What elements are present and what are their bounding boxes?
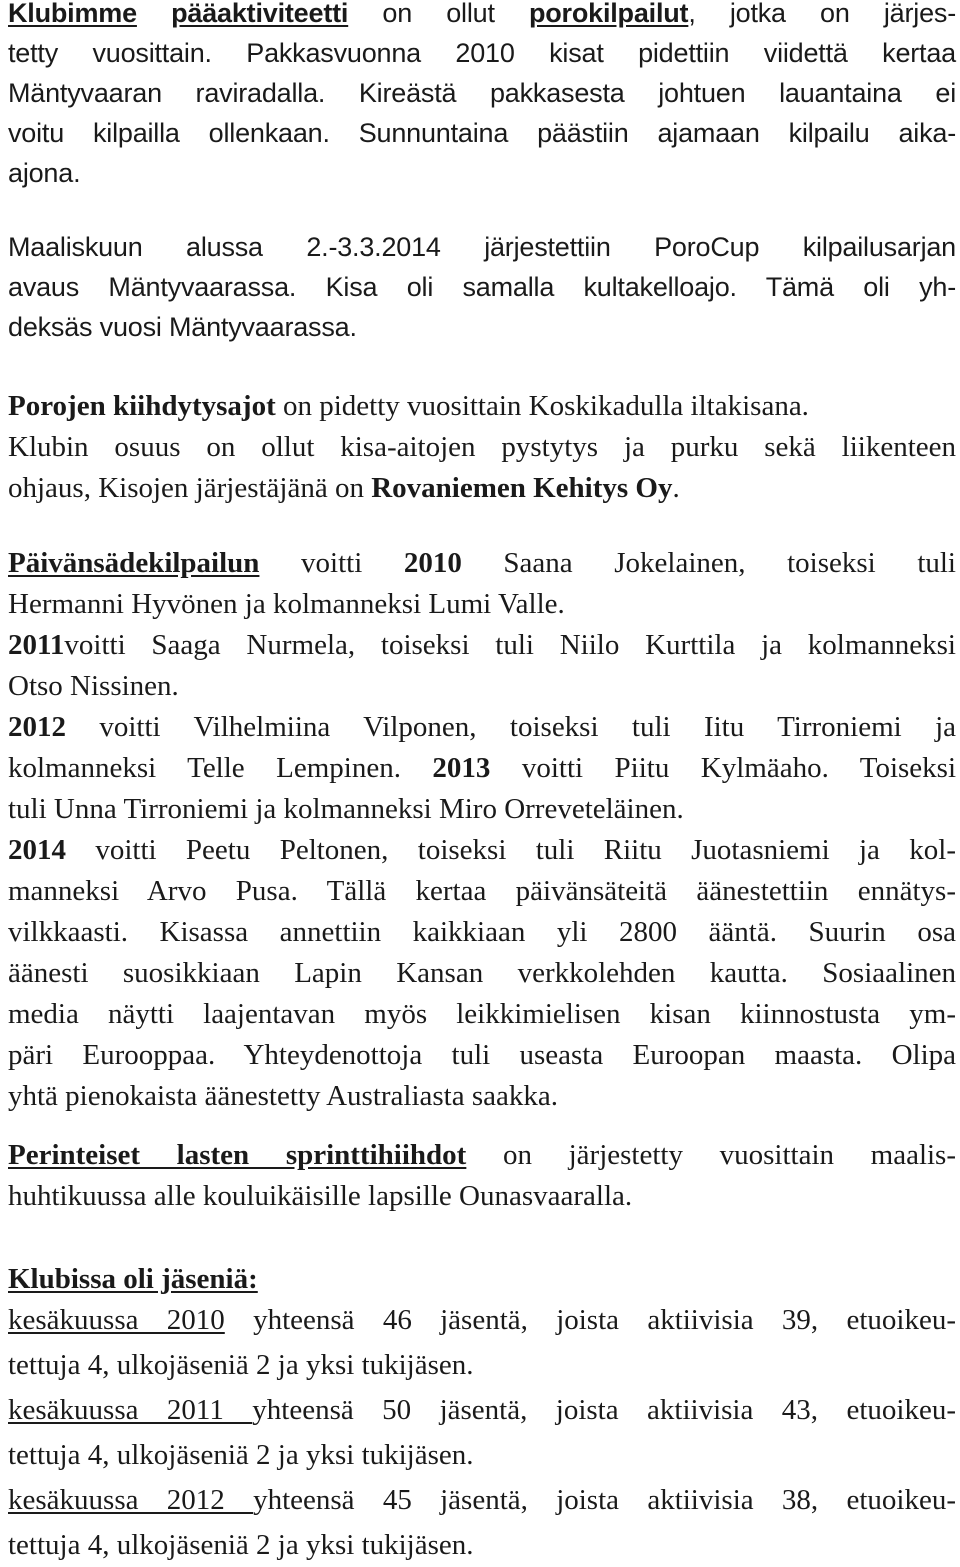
text-line: voitu kilpailla ollenkaan. Sunnuntaina päästiin ajamaan kilpailu aika- <box>8 118 956 148</box>
keyword-porokilpailut: porokilpailut <box>528 0 689 28</box>
text-line: äänesti suosikkiaan Lapin Kansan verkkolehden kautta. Sosiaalinen <box>8 957 956 989</box>
paragraph-porokilpailut <box>8 0 956 193</box>
text-line: avaus Mäntyvaarassa. Kisa oli samalla kultakelloajo. Tämä oli yh- <box>8 272 956 302</box>
text-line: manneksi Arvo Pusa. Tällä kertaa päivänsäteitä äänestettiin ennätys- <box>8 875 956 907</box>
text-line: Otso Nissinen. <box>8 670 179 702</box>
text-line: tettuja 4, ulkojäseniä 2 ja yksi tukijäsen. <box>8 1439 474 1471</box>
text-line: 2014 voitti Peetu Peltonen, toiseksi tuli Riitu Juotasniemi ja kol- <box>8 834 956 866</box>
text-line: vilkkaasti. Kisassa annettiin kaikkiaan yli 2800 ääntä. Suurin osa <box>8 916 956 948</box>
text-line: tuli Unna Tirroniemi ja kolmanneksi Miro Orreveteläinen. <box>8 793 684 825</box>
text-line: kolmanneksi Telle Lempinen. 2013 voitti Piitu Kylmäaho. Toiseksi <box>8 752 957 784</box>
text-line: Klubin osuus on ollut kisa-aitojen pystytys ja purku sekä liikenteen <box>8 431 956 463</box>
text-line: media näytti laajentavan myös leikkimielisen kisan kiinnostusta ym- <box>8 998 956 1030</box>
organizer-name: Rovaniemen Kehitys Oy <box>371 472 673 504</box>
keyword-paivansadekilpailun: Päivänsädekilpailun <box>8 547 260 579</box>
paragraph-kiihdytysajot <box>8 386 956 509</box>
keyword-paaaktiviteetti: pääaktiviteetti <box>171 0 349 28</box>
text-line: Mäntyvaaran raviradalla. Kireästä pakkasesta johtuen lauantaina ei <box>8 78 956 108</box>
text-line: Porojen kiihdytysajot on pidetty vuosittain Koskikadulla iltakisana. <box>8 390 809 422</box>
member-row-2011: kesäkuussa 2011 yhteensä 50 jäsentä, joista aktiivisia 43, etuoikeu- <box>8 1394 956 1426</box>
keyword-sprinttihiihdot: Perinteiset lasten sprinttihiihdot <box>8 1139 467 1171</box>
member-row-2010: kesäkuussa 2010 yhteensä 46 jäsentä, joista aktiivisia 39, etuoikeu- <box>8 1304 956 1336</box>
text-line: yhtä pienokaista äänestetty Australiasta saakka. <box>8 1080 559 1112</box>
text-line: 2012 voitti Vilhelmiina Vilponen, toiseksi tuli Iitu Tirroniemi ja <box>8 711 956 743</box>
keyword-kiihdytysajot: Porojen kiihdytysajot <box>8 390 276 422</box>
text-line: tetty vuosittain. Pakkasvuonna 2010 kisat pidettiin viidettä kertaa <box>8 38 956 68</box>
member-row-2012: kesäkuussa 2012 yhteensä 45 jäsentä, joista aktiivisia 38, etuoikeu- <box>8 1484 956 1516</box>
text-line: Perinteiset lasten sprinttihiihdot on järjestetty vuosittain maalis- <box>8 1139 957 1171</box>
text-line: tettuja 4, ulkojäseniä 2 ja yksi tukijäsen. <box>8 1529 474 1561</box>
text-line: huhtikuussa alle kouluikäisille lapsille Ounasvaaralla. <box>8 1180 633 1212</box>
text-line: deksäs vuosi Mäntyvaarassa. <box>8 312 357 342</box>
paragraph-porocup <box>8 227 956 347</box>
text-line: Päivänsädekilpailun voitti 2010 Saana Jokelainen, toiseksi tuli <box>8 547 956 579</box>
members-section <box>8 1259 956 1566</box>
paragraph-paivansadekilpailu <box>8 543 956 1117</box>
paragraph-sprinttihiihdot <box>8 1135 956 1217</box>
members-heading: Klubissa oli jäseniä: <box>8 1263 258 1295</box>
text-line: ajona. <box>8 158 81 188</box>
keyword-klubimme: Klubimme <box>8 0 137 28</box>
text-line: Maaliskuun alussa 2.-3.3.2014 järjestettiin PoroCup kilpailusarjan <box>8 232 956 262</box>
text-line: ohjaus, Kisojen järjestäjänä on Rovaniemen Kehitys Oy. <box>8 472 680 504</box>
text-line: Klubimme pääaktiviteetti on ollut porokilpailut, jotka on järjes- <box>8 0 956 28</box>
text-line: päri Eurooppaa. Yhteydenottoja tuli useasta Euroopan maasta. Olipa <box>8 1039 956 1071</box>
text-line: Hermanni Hyvönen ja kolmanneksi Lumi Valle. <box>8 588 565 620</box>
text-line: 2011voitti Saaga Nurmela, toiseksi tuli Niilo Kurttila ja kolmanneksi <box>8 629 956 661</box>
text-line: tettuja 4, ulkojäseniä 2 ja yksi tukijäsen. <box>8 1349 474 1381</box>
